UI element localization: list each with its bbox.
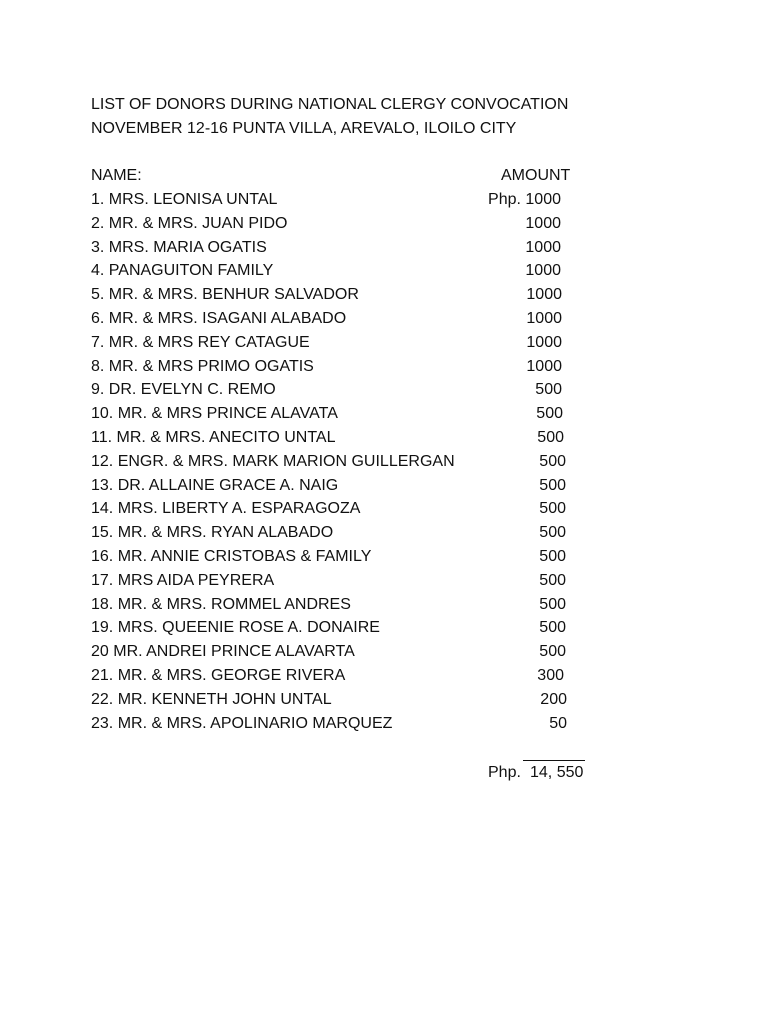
donor-name: 17. MRS AIDA PEYRERA [91, 572, 275, 589]
total-underline [523, 760, 585, 761]
column-header-name: NAME: [91, 167, 142, 184]
donor-amount: 1000 [526, 334, 562, 351]
donor-amount: 500 [539, 619, 566, 636]
donor-name: 20 MR. ANDREI PRINCE ALAVARTA [91, 643, 355, 660]
donor-name: 16. MR. ANNIE CRISTOBAS & FAMILY [91, 548, 372, 565]
total-currency: Php. [488, 764, 521, 781]
donor-name: 22. MR. KENNETH JOHN UNTAL [91, 691, 332, 708]
donor-name: 15. MR. & MRS. RYAN ALABADO [91, 524, 334, 541]
donor-name: 10. MR. & MRS PRINCE ALAVATA [91, 405, 338, 422]
total-amount: 14, 550 [530, 764, 584, 781]
donor-amount: 1000 [526, 286, 562, 303]
donor-amount: 500 [539, 572, 566, 589]
donor-amount: 1000 [525, 215, 561, 232]
column-header-amount: AMOUNT [501, 167, 571, 184]
donor-amount: 500 [539, 500, 566, 517]
donor-name: 14. MRS. LIBERTY A. ESPARAGOZA [91, 500, 361, 517]
donor-amount: 500 [539, 453, 566, 470]
document-title-line-2: NOVEMBER 12-16 PUNTA VILLA, AREVALO, ILOILO CITY [91, 120, 517, 137]
donor-amount: 500 [536, 405, 563, 422]
donor-amount: Php. 1000 [488, 191, 561, 208]
donor-name: 21. MR. & MRS. GEORGE RIVERA [91, 667, 346, 684]
donor-name: 9. DR. EVELYN C. REMO [91, 381, 276, 398]
donor-name: 13. DR. ALLAINE GRACE A. NAIG [91, 477, 339, 494]
donor-name: 23. MR. & MRS. APOLINARIO MARQUEZ [91, 715, 393, 732]
donor-amount: 200 [540, 691, 567, 708]
document-title-line-1: LIST OF DONORS DURING NATIONAL CLERGY CONVOCATION [91, 96, 569, 113]
donor-amount: 1000 [525, 262, 561, 279]
donor-name: 1. MRS. LEONISA UNTAL [91, 191, 278, 208]
donor-amount: 500 [539, 548, 566, 565]
donor-amount: 1000 [526, 310, 562, 327]
donor-name: 3. MRS. MARIA OGATIS [91, 239, 267, 256]
donor-name: 11. MR. & MRS. ANECITO UNTAL [91, 429, 336, 446]
donor-amount: 500 [539, 596, 566, 613]
donor-name: 7. MR. & MRS REY CATAGUE [91, 334, 310, 351]
donor-name: 12. ENGR. & MRS. MARK MARION GUILLERGAN [91, 453, 455, 470]
donor-name: 5. MR. & MRS. BENHUR SALVADOR [91, 286, 359, 303]
donor-amount: 300 [537, 667, 564, 684]
donor-amount: 500 [537, 429, 564, 446]
donor-name: 2. MR. & MRS. JUAN PIDO [91, 215, 288, 232]
donor-name: 18. MR. & MRS. ROMMEL ANDRES [91, 596, 351, 613]
donor-name: 19. MRS. QUEENIE ROSE A. DONAIRE [91, 619, 380, 636]
donor-amount: 500 [539, 643, 566, 660]
donor-name: 6. MR. & MRS. ISAGANI ALABADO [91, 310, 347, 327]
donor-name: 4. PANAGUITON FAMILY [91, 262, 274, 279]
donor-amount: 500 [535, 381, 562, 398]
donor-amount: 500 [539, 524, 566, 541]
donor-amount: 500 [539, 477, 566, 494]
donor-name: 8. MR. & MRS PRIMO OGATIS [91, 358, 314, 375]
donor-amount: 1000 [526, 358, 562, 375]
donor-amount: 1000 [525, 239, 561, 256]
donor-amount: 50 [549, 715, 567, 732]
